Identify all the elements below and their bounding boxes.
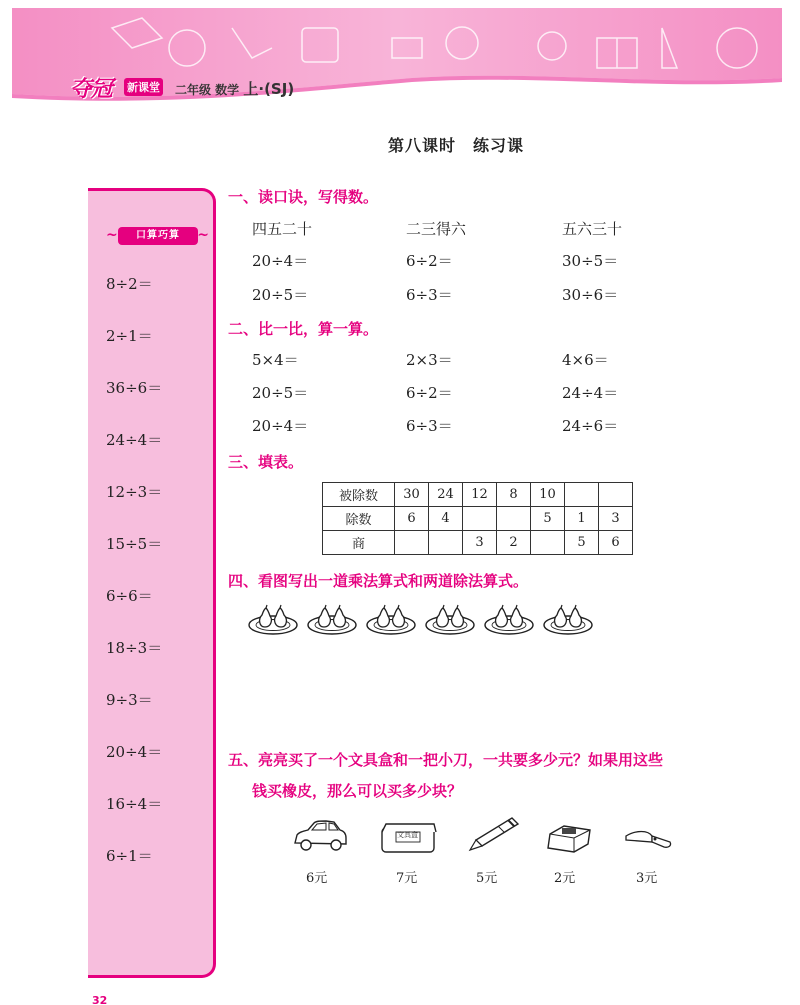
- oral-item: 24÷4＝: [106, 431, 163, 449]
- page-number: 32: [92, 994, 108, 1005]
- equation: 6÷3＝: [406, 417, 453, 435]
- table-cell: 1: [565, 507, 599, 531]
- equation: 2×3＝: [406, 351, 453, 369]
- plate-icon: [308, 605, 356, 634]
- table-cell: 3: [463, 531, 497, 555]
- oral-item: 12÷3＝: [106, 483, 163, 501]
- pencil-case-icon: [380, 820, 438, 860]
- table-row: [323, 531, 633, 555]
- table-row-label: 商: [323, 531, 395, 555]
- oral-item: 15÷5＝: [106, 535, 163, 553]
- oral-item: 16÷4＝: [106, 795, 163, 813]
- table-cell: [565, 483, 599, 507]
- car-icon: [292, 818, 348, 858]
- table-cell: 8: [497, 483, 531, 507]
- equation: 30÷6＝: [562, 286, 619, 304]
- car-price: 6元: [306, 871, 328, 886]
- oral-item: 18÷3＝: [106, 639, 163, 657]
- equation: 5×4＝: [252, 351, 299, 369]
- equation: 6÷2＝: [406, 384, 453, 402]
- table-cell: [497, 507, 531, 531]
- table-row-label: 被除数: [323, 483, 395, 507]
- pen-icon: [464, 814, 520, 858]
- table-cell: 3: [599, 507, 633, 531]
- table-cell: [531, 531, 565, 555]
- table-row: [323, 483, 633, 507]
- table-cell: 2: [497, 531, 531, 555]
- oral-item: 36÷6＝: [106, 379, 163, 397]
- equation: 24÷6＝: [562, 417, 619, 435]
- table-cell: [599, 483, 633, 507]
- table-cell: 6: [599, 531, 633, 555]
- pen-price: 5元: [476, 871, 498, 886]
- plate-icon: [426, 605, 474, 634]
- section2-heading: 二、比一比，算一算。: [228, 320, 379, 338]
- plate-icon: [485, 605, 533, 634]
- fill-table: [322, 482, 633, 555]
- edition: 上·(SJ): [243, 80, 295, 98]
- oral-item: 9÷3＝: [106, 691, 153, 709]
- section4-heading: 四、看图写出一道乘法算式和两道除法算式。: [228, 572, 529, 590]
- plate-icon: [544, 605, 592, 634]
- equation: 24÷4＝: [562, 384, 619, 402]
- equation: 4×6＝: [562, 351, 609, 369]
- knife-icon: [622, 826, 674, 856]
- table-row: [323, 507, 633, 531]
- table-cell: [395, 531, 429, 555]
- section3-heading: 三、填表。: [228, 453, 304, 471]
- eraser-price: 2元: [554, 871, 576, 886]
- table-cell: 10: [531, 483, 565, 507]
- table-cell: 5: [531, 507, 565, 531]
- oral-item: 6÷1＝: [106, 847, 153, 865]
- table-cell: 5: [565, 531, 599, 555]
- oral-calc-sidebar: [88, 188, 216, 978]
- rhyme: 四五二十: [252, 220, 313, 238]
- oral-item: 6÷6＝: [106, 587, 153, 605]
- table-cell: 30: [395, 483, 429, 507]
- equation: 30÷5＝: [562, 252, 619, 270]
- oral-item: 2÷1＝: [106, 327, 153, 345]
- brand-badge: 新课堂: [124, 78, 163, 96]
- equation: 20÷4＝: [252, 252, 309, 270]
- table-cell: [463, 507, 497, 531]
- table-cell: 12: [463, 483, 497, 507]
- plate-icon: [367, 605, 415, 634]
- equation: 20÷5＝: [252, 286, 309, 304]
- equation: 20÷4＝: [252, 417, 309, 435]
- section5-heading-line1: 五、亮亮买了一个文具盒和一把小刀，一共要多少元？如果用这些: [228, 751, 664, 769]
- knife-price: 3元: [636, 871, 658, 886]
- eraser-icon: [544, 822, 594, 858]
- equation: 20÷5＝: [252, 384, 309, 402]
- oral-item: 20÷4＝: [106, 743, 163, 761]
- section1-heading: 一、读口诀，写得数。: [228, 188, 379, 206]
- rhyme: 五六三十: [562, 220, 623, 238]
- lesson-title: 第八课时 练习课: [388, 136, 525, 155]
- pear-plates: [248, 603, 598, 637]
- grade-subject: [175, 78, 294, 99]
- table-cell: [429, 531, 463, 555]
- table-row-label: 除数: [323, 507, 395, 531]
- equation: 6÷3＝: [406, 286, 453, 304]
- sidebar-title: ~ 口算巧算 ~: [118, 227, 198, 245]
- table-cell: 4: [429, 507, 463, 531]
- logo: 夺冠: [70, 77, 113, 102]
- section5-heading-line2: 钱买橡皮，那么可以买多少块？: [252, 782, 463, 800]
- table-cell: 6: [395, 507, 429, 531]
- pencil-case-price: 7元: [396, 871, 418, 886]
- rhyme: 二三得六: [406, 220, 467, 238]
- plate-icon: [249, 605, 297, 634]
- pencil-case-label: 文具盒: [397, 831, 418, 839]
- oral-item: 8÷2＝: [106, 275, 153, 293]
- table-cell: 24: [429, 483, 463, 507]
- equation: 6÷2＝: [406, 252, 453, 270]
- grade-text: 二年级 数学: [175, 83, 240, 97]
